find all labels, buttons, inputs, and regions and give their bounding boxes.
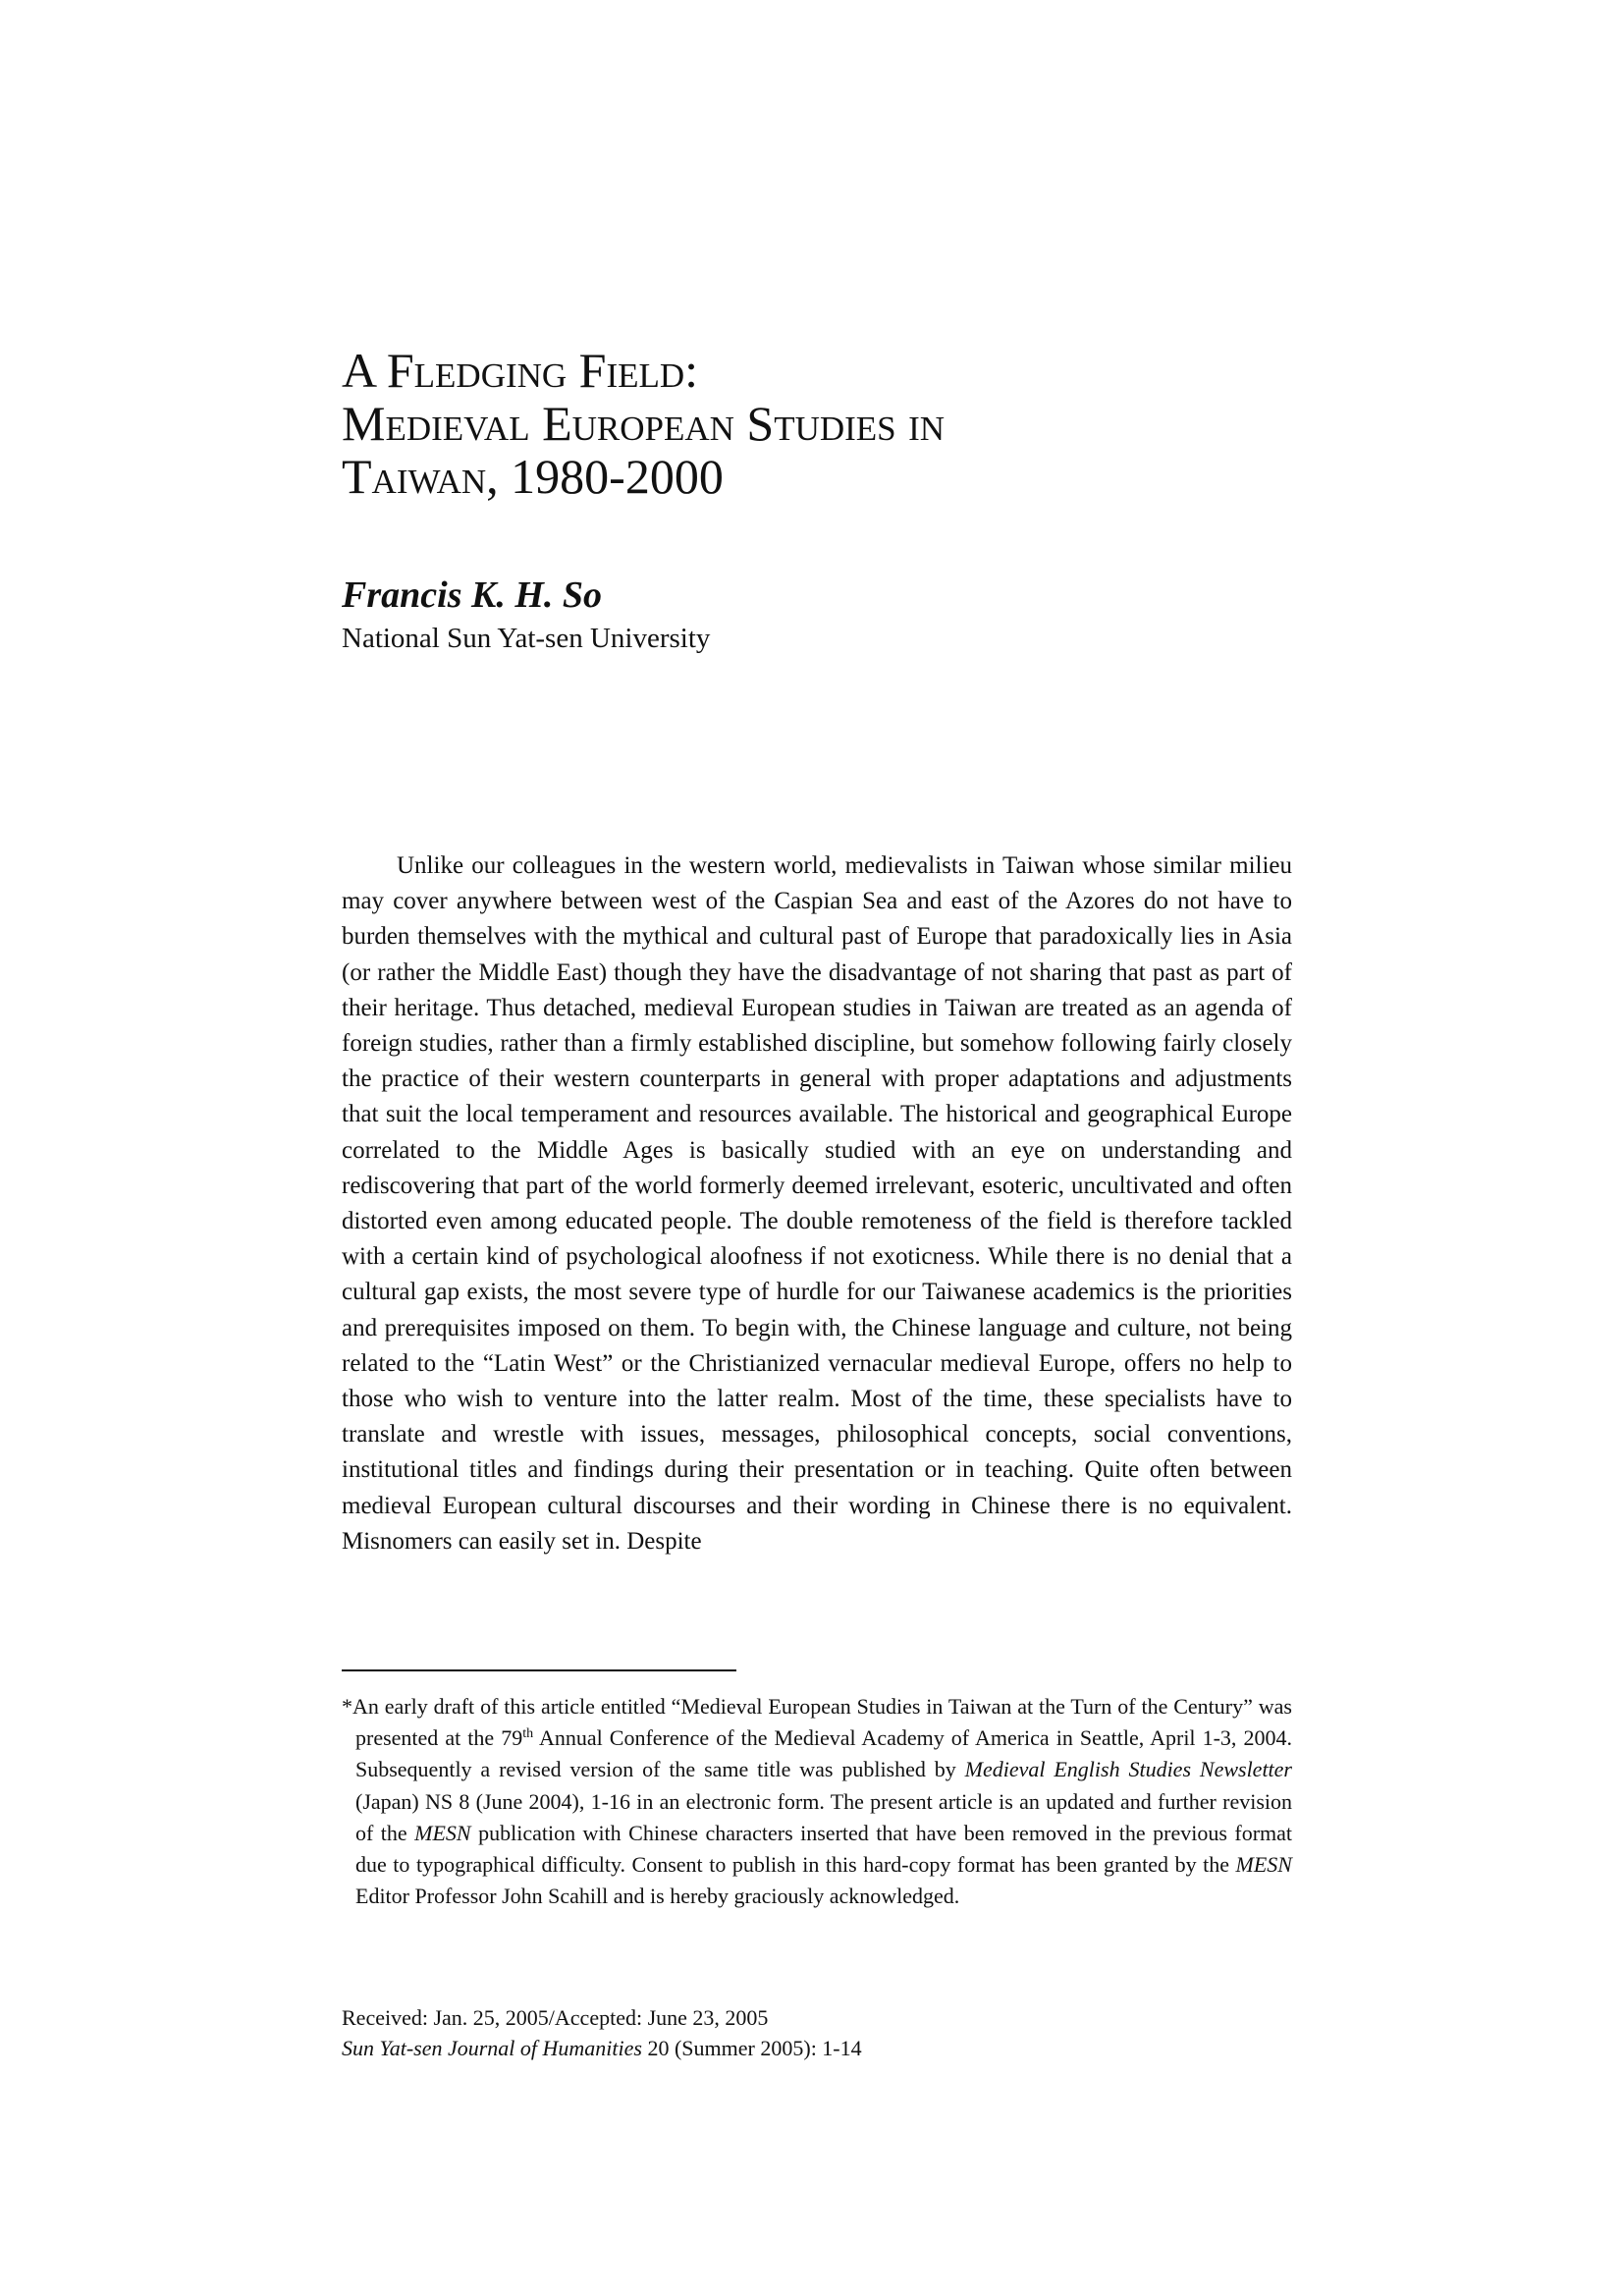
body-paragraph: Unlike our colleagues in the western world, medievalists in Taiwan whose similar milieu may cover anywhere between west of the Caspian Sea and east of the Azores do not have to burden themselves with the mythical and cultural past of Europe that paradoxically lies in Asia (or rather the Middle East) though they have the disadvantage of not sharing that past as part of their heritage. Thus detached, medieval European studies in Taiwan are treated as an agenda of foreign studies, rather than a firmly established discipline, but somehow following fairly closely the practice of their western counterparts in general with proper adaptations and adjustments that suit the local temperament and resources available. The historical and geographical Europe correlated to the Middle Ages is basically studied with an eye on understanding and rediscovering that part of the world formerly deemed irrelevant, esoteric, uncultivated and often distorted even among educated people. The double remoteness of the field is therefore tackled with a certain kind of psychological aloofness if not exoticness. While there is no denial that a cultural gap exists, the most severe type of hurdle for our Taiwanese academics is the priorities and prerequisites imposed on them. To begin with, the Chinese language and culture, not being related to the “Latin West” or the Christianized vernacular medieval Europe, offers no help to those who wish to venture into the latter realm. Most of the time, these specialists have to translate and wrestle with issues, messages, philosophical concepts, social conventions, institutional titles and findings during their presentation or in teaching. Quite often between medieval European cultural discourses and their wording in Chinese there is no equivalent. Misnomers can easily set in. Despite	[342, 852, 1292, 1555]
footnote-divider	[342, 1669, 736, 1671]
footnote-text-3: (Japan) NS 8 (June 2004), 1-16 in an electronic form. The present article is an updated and further revision of the	[355, 1788, 1292, 1845]
footnote-superscript: th	[522, 1726, 534, 1742]
received-accepted-dates: Received: Jan. 25, 2005/Accepted: June 23, 2005	[342, 2005, 769, 2030]
footnote-text-5: Editor Professor John Scahill and is hereby graciously acknowledged.	[355, 1884, 960, 1909]
footnote-text-2: Annual Conference of the Medieval Academy of America in Seattle, April 1-3, 2004. Subsequently a revised version of the same title was published by	[355, 1725, 1292, 1782]
journal-citation	[342, 2034, 862, 2063]
footnote-text-4: publication with Chinese characters inserted that have been removed in the previous format due to typographical difficulty. Consent to publish in this hard-copy format has been granted by the	[355, 1820, 1293, 1878]
title-line-2: Medieval European Studies in	[342, 396, 946, 451]
author-affiliation: National Sun Yat-sen University	[342, 623, 711, 654]
title-line-1: A Fledging Field:	[342, 343, 699, 398]
footnote-text-1: *An early draft of this article entitled “Medieval European Studies in Taiwan at the Turn of the Century” was presented at the 79	[342, 1694, 1292, 1751]
footnote-mesn-1: MESN	[414, 1820, 471, 1845]
article-title	[342, 344, 1324, 503]
footnote-journal-title: Medieval English Studies Newsletter	[964, 1757, 1292, 1782]
footnote	[342, 1691, 1292, 1912]
journal-details: 20 (Summer 2005): 1-14	[641, 2036, 862, 2060]
journal-name: Sun Yat-sen Journal of Humanities	[342, 2036, 642, 2060]
footnote-mesn-2: MESN	[1235, 1852, 1292, 1878]
author-name: Francis K. H. So	[342, 574, 603, 616]
title-line-3: Taiwan, 1980-2000	[342, 449, 724, 504]
